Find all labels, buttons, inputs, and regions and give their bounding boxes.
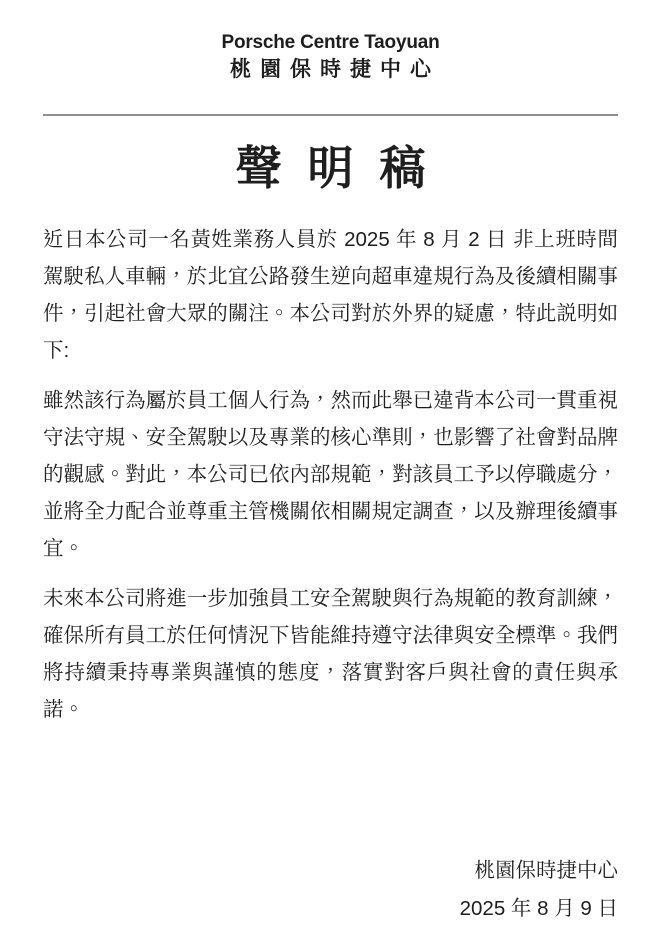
statement-paragraph: 雖然該行為屬於員工個人行為，然而此舉已違背本公司一貫重視守法守規、安全駕駛以及專業的核心準則，也影響了社會對品牌的觀感。對此，本公司已依內部規範，對該員工予以停職處分，並將全力配合並尊重主管機關依相關規定調查，以及辦理後續事宜。 bbox=[43, 389, 618, 560]
signature-block bbox=[43, 852, 618, 928]
brand-name-chinese: 桃園保時捷中心 bbox=[230, 58, 440, 81]
statement-page bbox=[0, 31, 661, 920]
statement-date: 2025 年 8 月 9 日 bbox=[459, 897, 618, 920]
statement-body bbox=[43, 221, 618, 728]
signatory-name: 桃園保時捷中心 bbox=[474, 859, 618, 882]
letterhead bbox=[43, 31, 618, 83]
brand-name-english: Porsche Centre Taoyuan bbox=[221, 32, 440, 53]
statement-paragraph: 未來本公司將進一步加強員工安全駕駛與行為規範的教育訓練，確保所有員工於任何情況下皆能維持遵守法律與安全標準。我們將持續秉持專業與謹慎的態度，落實對客戶與社會的責任與承諾。 bbox=[43, 587, 618, 721]
statement-title: 聲明稿 bbox=[235, 142, 452, 194]
header-divider bbox=[43, 114, 618, 116]
statement-paragraph: 近日本公司一名黃姓業務人員於 2025 年 8 月 2 日 非上班時間駕駛私人車輛，於北宜公路發生逆向超車違規行為及後續相關事件，引起社會大眾的關注。本公司對於外界的疑慮，特此説明如下: bbox=[43, 228, 618, 362]
